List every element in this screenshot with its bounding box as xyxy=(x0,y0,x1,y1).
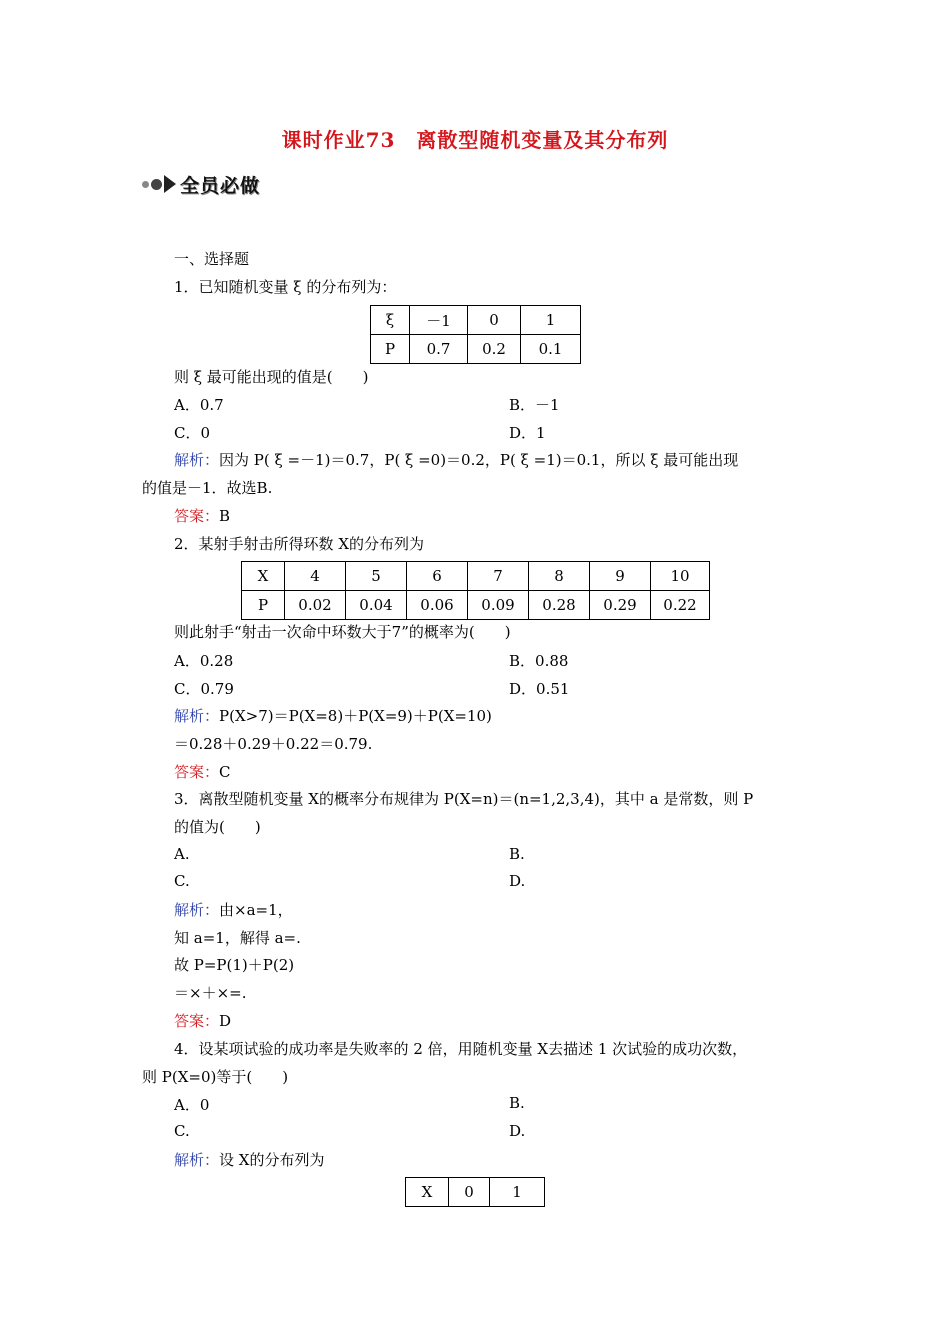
table-cell: 0 xyxy=(468,306,521,335)
table-cell: －1 xyxy=(410,306,468,335)
table-row xyxy=(242,562,710,591)
q3-option-d: D. xyxy=(509,872,526,890)
table-cell: 7 xyxy=(468,562,529,591)
q1-distribution-table xyxy=(370,305,581,364)
table-cell: 0.7 xyxy=(410,335,468,364)
table-row xyxy=(371,335,581,364)
q1-option-b: B．－1 xyxy=(509,396,560,414)
table-cell: 0.2 xyxy=(468,335,521,364)
q2-option-c: C．0.79 xyxy=(174,680,234,698)
q1-option-a: A．0.7 xyxy=(174,396,224,414)
q1-question: 则 ξ 最可能出现的值是( ) xyxy=(174,368,369,386)
q3-analysis-line2: 知 a=1，解得 a=. xyxy=(174,929,301,947)
table-cell: 10 xyxy=(651,562,710,591)
q4-stem: 4．设某项试验的成功率是失败率的 2 倍，用随机变量 X去描述 1 次试验的成功次数， xyxy=(174,1040,748,1058)
table-cell: P xyxy=(242,591,285,620)
table-cell: 5 xyxy=(346,562,407,591)
q2-analysis-cont: ＝0.28＋0.29＋0.22＝0.79. xyxy=(174,735,373,753)
q2-option-b: B．0.88 xyxy=(509,652,569,670)
table-cell: 4 xyxy=(285,562,346,591)
analysis-text: P(X>7)＝P(X=8)＋P(X=9)＋P(X=10) xyxy=(219,707,492,725)
small-dot-icon xyxy=(142,181,149,188)
q2-option-d: D．0.51 xyxy=(509,680,570,698)
section-heading: 一、选择题 xyxy=(174,250,250,268)
table-cell: 0.02 xyxy=(285,591,346,620)
table-row xyxy=(371,306,581,335)
q2-option-a: A．0.28 xyxy=(174,652,234,670)
q3-analysis-line4: ＝×＋×=. xyxy=(174,984,247,1002)
page-title: 课时作业73 离散型随机变量及其分布列 xyxy=(281,128,669,152)
table-cell: 9 xyxy=(590,562,651,591)
table-row xyxy=(406,1178,545,1207)
answer-value: B xyxy=(219,507,231,525)
q4-distribution-table xyxy=(405,1177,545,1207)
table-cell: ξ xyxy=(371,306,410,335)
q2-answer xyxy=(174,761,231,782)
q3-stem-cont: 的值为( ) xyxy=(174,818,261,836)
q1-option-c: C．0 xyxy=(174,424,211,442)
q3-analysis xyxy=(174,899,293,920)
table-cell: 0.28 xyxy=(529,591,590,620)
q4-option-b: B. xyxy=(509,1094,525,1112)
arrow-icon xyxy=(164,175,176,193)
table-cell: 0.06 xyxy=(407,591,468,620)
analysis-text: 设 X的分布列为 xyxy=(219,1151,325,1169)
banner-label: 全员必做 xyxy=(180,174,261,197)
q1-analysis-cont: 的值是－1．故选B. xyxy=(142,479,273,497)
q3-answer xyxy=(174,1010,231,1031)
section-banner xyxy=(142,172,260,196)
large-dot-icon xyxy=(151,179,162,190)
analysis-text: 由×a=1， xyxy=(219,901,293,919)
q4-option-c: C. xyxy=(174,1122,190,1140)
table-cell: X xyxy=(242,562,285,591)
answer-value: D xyxy=(219,1012,232,1030)
table-cell: P xyxy=(371,335,410,364)
analysis-label: 解析： xyxy=(174,707,220,725)
q2-analysis xyxy=(174,705,492,726)
analysis-label: 解析： xyxy=(174,1151,220,1169)
table-cell: 8 xyxy=(529,562,590,591)
q3-option-b: B. xyxy=(509,845,525,863)
table-cell: 0.29 xyxy=(590,591,651,620)
q4-option-a: A．0 xyxy=(174,1096,210,1114)
answer-label: 答案： xyxy=(174,1012,220,1030)
q2-stem: 2．某射手射击所得环数 X的分布列为 xyxy=(174,535,424,553)
q4-option-d: D. xyxy=(509,1122,526,1140)
q3-option-a: A. xyxy=(174,845,190,863)
q3-option-c: C. xyxy=(174,872,190,890)
q1-option-d: D．1 xyxy=(509,424,546,442)
table-row xyxy=(242,591,710,620)
q2-question: 则此射手“射击一次命中环数大于7”的概率为( ) xyxy=(174,623,511,641)
answer-label: 答案： xyxy=(174,507,220,525)
table-cell: 0.22 xyxy=(651,591,710,620)
table-cell: 0.09 xyxy=(468,591,529,620)
table-cell: 0.04 xyxy=(346,591,407,620)
analysis-text: 因为 P( ξ =－1)＝0.7，P( ξ =0)＝0.2，P( ξ =1)＝0.1，所以 ξ 最可能出现 xyxy=(219,451,739,469)
q4-analysis xyxy=(174,1149,324,1170)
analysis-label: 解析： xyxy=(174,901,220,919)
q2-distribution-table xyxy=(241,561,710,620)
table-cell: 1 xyxy=(490,1178,545,1207)
answer-label: 答案： xyxy=(174,763,220,781)
q4-stem-cont: 则 P(X=0)等于( ) xyxy=(142,1068,289,1086)
q3-analysis-line3: 故 P=P(1)＋P(2) xyxy=(174,956,295,974)
answer-value: C xyxy=(219,763,231,781)
analysis-label: 解析： xyxy=(174,451,220,469)
q3-stem: 3．离散型随机变量 X的概率分布规律为 P(X=n)＝(n=1,2,3,4)，其中 a 是常数，则 P xyxy=(174,790,754,808)
table-cell: 0 xyxy=(449,1178,490,1207)
table-cell: 0.1 xyxy=(521,335,581,364)
q1-analysis xyxy=(174,449,738,470)
table-cell: 6 xyxy=(407,562,468,591)
table-cell: 1 xyxy=(521,306,581,335)
table-cell: X xyxy=(406,1178,449,1207)
q1-stem: 1．已知随机变量 ξ 的分布列为： xyxy=(174,278,397,296)
q1-answer xyxy=(174,505,230,526)
